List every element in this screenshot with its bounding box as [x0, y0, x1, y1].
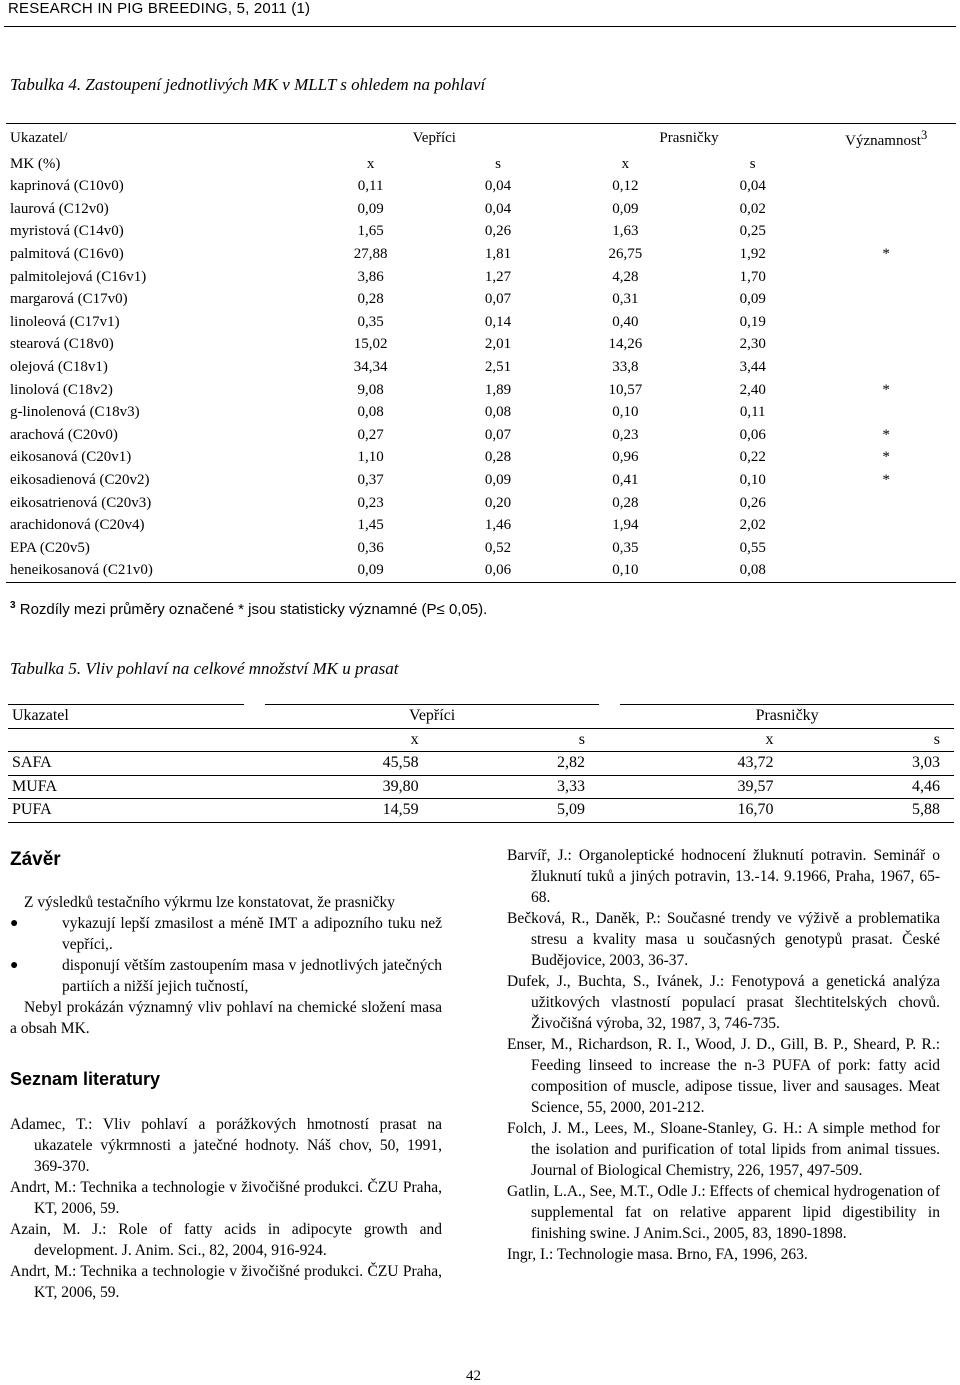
table4-cell-x1: 0,08: [357, 404, 384, 421]
right-column: [507, 845, 940, 1265]
table-row: [6, 514, 956, 537]
table4-cell-x1: 1,65: [357, 223, 384, 240]
table-row: [6, 311, 956, 334]
bullet-icon: ●: [10, 958, 19, 973]
table4-cell-significance: [816, 198, 956, 221]
table-row: [6, 288, 956, 311]
table4-cell-name: laurová (C12v0): [10, 200, 109, 217]
table4-cell-significance: *: [882, 471, 890, 488]
left-column: [10, 845, 442, 1303]
table4-cell-name: eikosatrienová (C20v3): [10, 494, 152, 511]
table5-header-s2: s: [788, 728, 954, 752]
table5-header-s1: s: [433, 728, 599, 752]
conclusion-intro: Z výsledků testačního výkrmu lze konstatovat, že prasničky: [24, 894, 396, 911]
table4-header-row: [6, 124, 956, 153]
table4-header-col0-line2: MK (%): [10, 155, 61, 172]
table4-cell-s1: 2,51: [484, 358, 512, 375]
reference-item: Andrt, M.: Technika a technologie v živočišné produkci. ČZU Praha, KT, 2006, 59.: [10, 1263, 442, 1301]
table5-subheader-row: [8, 728, 954, 752]
bullet-icon: ●: [10, 916, 19, 931]
table4-cell-x2: 0,10: [612, 404, 639, 421]
table4-cell-x2: 0,96: [612, 449, 639, 466]
table4-cell-x1: 27,88: [353, 245, 388, 262]
table4-cell-s2: 0,06: [739, 426, 766, 443]
table5-caption: [10, 659, 398, 679]
list-item: [10, 955, 442, 997]
table4-cell-significance: *: [882, 245, 890, 262]
table4-cell-s2: 2,02: [739, 517, 766, 534]
table4-cell-x1: 0,27: [357, 426, 384, 443]
header-rule: [4, 26, 956, 27]
table4-cell-x2: 0,23: [612, 426, 639, 443]
table4-header-group1: Vepříci: [412, 130, 456, 146]
table4-cell-x1: 0,36: [357, 539, 384, 556]
table5-header-row: [8, 705, 954, 729]
table4-cell-x2: 0,10: [562, 559, 689, 582]
table5-header-group1: Vepříci: [409, 707, 456, 724]
table5-header-x2: x: [620, 728, 787, 752]
table4-cell-name: arachidonová (C20v4): [10, 517, 145, 534]
table5-header-x1: x: [265, 728, 432, 752]
bullet-text: disponují větším zastoupením masa v jednotlivých jatečných partiích a nižší jejich tučností,: [62, 957, 442, 995]
reference-item: Enser, M., Richardson, R. I., Wood, J. D., Gill, B. P., Sheard, P. R.: Feeding linseed to increase the n-3 PUFA of pork: fatty acid composition of muscle, adipose tissue, liver and sausages. Meat Science, 55, 2000, 201-212.: [507, 1036, 940, 1116]
table5-cell-name: PUFA: [8, 799, 244, 823]
table-row: [8, 752, 954, 776]
conclusion-closing: Nebyl prokázán významný vliv pohlaví na chemické složení masa a obsah MK.: [10, 999, 442, 1037]
reference-item: Gatlin, L.A., See, M.T., Odle J.: Effects of chemical hydrogenation of supplemental fat on relative apparent lipid digestibility in finishing swine. J Anim.Sci., 2005, 83, 1890-1898.: [507, 1183, 940, 1242]
table4-cell-s1: 0,09: [484, 471, 512, 488]
table4-cell-name: kaprinová (C10v0): [10, 178, 124, 195]
table4-cell-significance: [816, 356, 956, 379]
table5-caption-label: Tabulka 5.: [10, 659, 82, 678]
table-row: [6, 492, 956, 515]
table4-caption: [10, 75, 485, 95]
table4-cell-name: myristová (C14v0): [10, 223, 124, 240]
table5-cell-s2: 3,03: [788, 752, 954, 776]
table4-cell-x1: 34,34: [353, 358, 388, 375]
table4-cell-s1: 0,04: [484, 178, 512, 195]
table4-cell-s1: 0,26: [484, 223, 512, 240]
table5-header-group2: Prasničky: [755, 707, 819, 724]
table-row: [6, 220, 956, 243]
table5-gap-cell: [244, 799, 265, 823]
table4-cell-s1: 0,28: [484, 449, 512, 466]
table4-cell-s2: 1,70: [739, 268, 766, 285]
table5: [8, 704, 954, 823]
table4-cell-s1: 0,06: [434, 559, 561, 582]
table5-cell-s2: 4,46: [788, 775, 954, 799]
reference-item: Adamec, T.: Vliv pohlaví a porážkových hmotností prasat na ukazatele výkrmnosti a jatečné hodnoty. Náš chov, 50, 1991, 369-370.: [10, 1116, 442, 1175]
table-row: [6, 243, 956, 266]
table4-caption-label: Tabulka 4.: [10, 75, 82, 94]
table4-cell-s1: 0,04: [484, 200, 512, 217]
table4-cell-x1: 0,09: [307, 559, 434, 582]
table4-cell-s2: 0,04: [739, 178, 766, 195]
table4-cell-name: palmitolejová (C16v1): [10, 268, 147, 285]
table4-cell-name: arachová (C20v0): [10, 426, 118, 443]
list-item: [10, 913, 442, 955]
table4-header-col0-line1: Ukazatel/: [6, 124, 307, 153]
table4-cell-name: olejová (C18v1): [10, 358, 108, 375]
footnote-text: Rozdíly mezi průměry označené * jsou statisticky významné (P≤ 0,05).: [19, 601, 488, 618]
table4-cell-x2: 0,12: [612, 178, 639, 195]
table4-cell-significance: [816, 537, 956, 560]
table4-cell-x1: 0,37: [357, 471, 384, 488]
table4-cell-s1: 0,14: [484, 313, 512, 330]
reference-item: Ingr, I.: Technologie masa. Brno, FA, 1996, 263.: [507, 1246, 808, 1263]
table-row: [6, 266, 956, 289]
table4-cell-s1: 0,52: [484, 539, 512, 556]
table4-header-significance: Významnost$^3$: [816, 124, 956, 153]
reference-item: Bečková, R., Daněk, P.: Současné trendy ve výživě a problematika stresu a kvality masa u současných genotypů prasat. České Budějovice, 2003, 36-37.: [507, 910, 940, 969]
table-row: [6, 559, 956, 582]
table4-header-group2: Prasničky: [659, 130, 719, 146]
table4-cell-name: linolová (C18v2): [10, 381, 113, 398]
table4-cell-s2: 0,26: [739, 494, 766, 511]
table4-subheader-row: [6, 153, 956, 176]
table-row: [6, 175, 956, 198]
table4-cell-s2: 0,11: [739, 404, 766, 421]
table4-cell-x2: 0,28: [612, 494, 639, 511]
table4-footnote: [10, 600, 487, 618]
table5-cell-x1: 45,58: [265, 752, 432, 776]
table5-cell-s1: 5,09: [433, 799, 599, 823]
table4-cell-x2: 26,75: [608, 245, 643, 262]
table4-cell-s1: 0,07: [484, 426, 512, 443]
table4-cell-s2: 0,19: [739, 313, 766, 330]
table-row: [6, 401, 956, 424]
conclusion-bullets: [10, 913, 442, 997]
reference-item: Barvíř, J.: Organoleptické hodnocení žluknutí potravin. Seminář o žluknutí tuků a jiných potravin, 13.-14. 9.1966, Praha, 1967, 65-68.: [507, 847, 940, 906]
table4-cell-name: eikosadienová (C20v2): [10, 471, 150, 488]
reference-item: Andrt, M.: Technika a technologie v živočišné produkci. ČZU Praha, KT, 2006, 59.: [10, 1179, 442, 1217]
table-row: [6, 356, 956, 379]
table4-header-x1: x: [366, 155, 375, 172]
table4-cell-s1: 2,01: [484, 336, 512, 353]
table4-cell-x1: 0,11: [357, 178, 384, 195]
table5-cell-s1: 3,33: [433, 775, 599, 799]
table5-cell-name: SAFA: [8, 752, 244, 776]
table4-cell-s2: 2,40: [739, 381, 766, 398]
table4-header-x2: x: [621, 155, 630, 172]
table5-cell-s2: 5,88: [788, 799, 954, 823]
table4-header-s1: s: [495, 155, 501, 172]
table4-cell-s1: 1,81: [484, 245, 512, 262]
table4-cell-significance: [816, 514, 956, 537]
table4-cell-s1: 1,89: [484, 381, 512, 398]
table4-cell-significance: [816, 175, 956, 198]
table-row: [6, 537, 956, 560]
table4-cell-s2: 0,55: [739, 539, 766, 556]
bullet-text: vykazují lepší zmasilost a méně IMT a adipozního tuku než vepříci,.: [62, 915, 442, 953]
table4-cell-name: margarová (C17v0): [10, 291, 128, 308]
references-right: [507, 845, 940, 1265]
table5-cell-x1: 14,59: [265, 799, 432, 823]
table5-gap-cell: [599, 799, 620, 823]
table5-gap-cell: [244, 752, 265, 776]
table4-cell-s1: 0,07: [484, 291, 512, 308]
table5-cell-x1: 39,80: [265, 775, 432, 799]
reference-item: Folch, J. M., Lees, M., Sloane-Stanley, G. H.: A simple method for the isolation and purification of total lipids from animal tissues. Journal of Biological Chemistry, 226, 1957, 497-509.: [507, 1120, 940, 1179]
table-row: [6, 424, 956, 447]
table4-cell-name: heneikosanová (C21v0): [6, 559, 307, 582]
table4-cell-s2: 1,92: [739, 245, 766, 262]
table4-cell-x2: 0,40: [612, 313, 639, 330]
reference-item: Dufek, J., Buchta, S., Ivánek, J.: Fenotypová a genetická analýza užitkových vlastností populací prasat šlechtitelských chovů. Živočišná výroba, 32, 1987, 3, 746-735.: [507, 973, 940, 1032]
table4-cell-significance: [816, 333, 956, 356]
journal-header: RESEARCH IN PIG BREEDING, 5, 2011 (1): [8, 0, 311, 17]
table4-cell-name: EPA (C20v5): [10, 539, 90, 556]
table4-cell-s2: 2,30: [739, 336, 766, 353]
page-number: 42: [466, 1368, 481, 1384]
table4-cell-s2: 3,44: [739, 358, 766, 375]
references-left: [10, 1114, 442, 1303]
table5-caption-text: Vliv pohlaví na celkové množství MK u prasat: [85, 659, 399, 678]
table4-cell-name: g-linolenová (C18v3): [10, 404, 140, 421]
table4-cell-x2: 1,94: [612, 517, 639, 534]
table4-cell-s2: 0,25: [739, 223, 766, 240]
table5-cell-name: MUFA: [8, 775, 244, 799]
table5-cell-x2: 43,72: [620, 752, 787, 776]
table-row: [8, 775, 954, 799]
table4-cell-name: eikosanová (C20v1): [10, 449, 132, 466]
table5-cell-s1: 2,82: [433, 752, 599, 776]
conclusion-heading: Závěr: [10, 849, 61, 870]
table4-cell-significance: [816, 288, 956, 311]
table4-cell-x1: 9,08: [357, 381, 384, 398]
table4-cell-significance: [816, 266, 956, 289]
table5-gap-cell: [244, 775, 265, 799]
table4-cell-s2: 0,02: [739, 200, 766, 217]
table4-cell-x1: 1,10: [357, 449, 384, 466]
table4-cell-x1: 15,02: [353, 336, 388, 353]
table4-cell-s1: 0,08: [484, 404, 512, 421]
table4-cell-s1: 1,27: [484, 268, 512, 285]
table4-cell-x1: 3,86: [357, 268, 384, 285]
table4-cell-significance: *: [882, 426, 890, 443]
table4-cell-x2: 4,28: [612, 268, 639, 285]
table4-cell-significance: *: [882, 449, 890, 466]
table4-cell-x2: 0,31: [612, 291, 639, 308]
table4-cell-x1: 0,35: [357, 313, 384, 330]
table4-cell-x1: 0,28: [357, 291, 384, 308]
table5-cell-x2: 16,70: [620, 799, 787, 823]
table4-cell-x2: 0,09: [612, 200, 639, 217]
table4-cell-significance: *: [882, 381, 890, 398]
table-row: [6, 469, 956, 492]
table4-cell-x2: 0,35: [612, 539, 639, 556]
table4-cell-significance: [816, 311, 956, 334]
table4-cell-s1: 0,20: [484, 494, 512, 511]
table4-cell-s2: 0,10: [739, 471, 766, 488]
table4-cell-significance: [816, 492, 956, 515]
table4-header-significance-sup: 3: [920, 128, 928, 142]
table5-cell-x2: 39,57: [620, 775, 787, 799]
table4-cell-significance: [816, 220, 956, 243]
table5-header-col0: Ukazatel: [8, 705, 244, 729]
table5-gap-cell: [599, 752, 620, 776]
table4-cell-significance: [816, 559, 956, 582]
table-row: [6, 379, 956, 402]
table4-cell-x2: 33,8: [612, 358, 639, 375]
table4-cell-name: linoleová (C17v1): [10, 313, 120, 330]
footnote-marker: 3: [10, 600, 16, 611]
table4-cell-s2: 0,09: [739, 291, 766, 308]
reference-item: Azain, M. J.: Role of fatty acids in adipocyte growth and development. J. Anim. Sci., 82, 2004, 916-924.: [10, 1221, 442, 1259]
table4-cell-s2: 0,22: [739, 449, 766, 466]
table4-header-s2: s: [749, 155, 756, 172]
table4-cell-x1: 0,09: [357, 200, 384, 217]
table4-cell-x2: 0,41: [612, 471, 639, 488]
table4: [6, 123, 956, 583]
table4-cell-x1: 1,45: [357, 517, 384, 534]
table-row: [6, 446, 956, 469]
table5-gap-cell: [599, 775, 620, 799]
table4-cell-x2: 1,63: [612, 223, 639, 240]
table4-cell-x2: 10,57: [608, 381, 643, 398]
table4-caption-text: Zastoupení jednotlivých MK v MLLT s ohledem na pohlaví: [85, 75, 486, 94]
table-row: [6, 198, 956, 221]
table4-cell-x1: 0,23: [357, 494, 384, 511]
table4-cell-name: palmitová (C16v0): [10, 245, 124, 262]
table4-cell-s1: 1,46: [484, 517, 512, 534]
table4-cell-s2: 0,08: [689, 559, 816, 582]
table-row: [6, 333, 956, 356]
references-heading: Seznam literatury: [10, 1069, 161, 1089]
table4-cell-name: stearová (C18v0): [10, 336, 114, 353]
table4-cell-significance: [816, 401, 956, 424]
table4-cell-x2: 14,26: [608, 336, 643, 353]
table-row: [8, 799, 954, 823]
